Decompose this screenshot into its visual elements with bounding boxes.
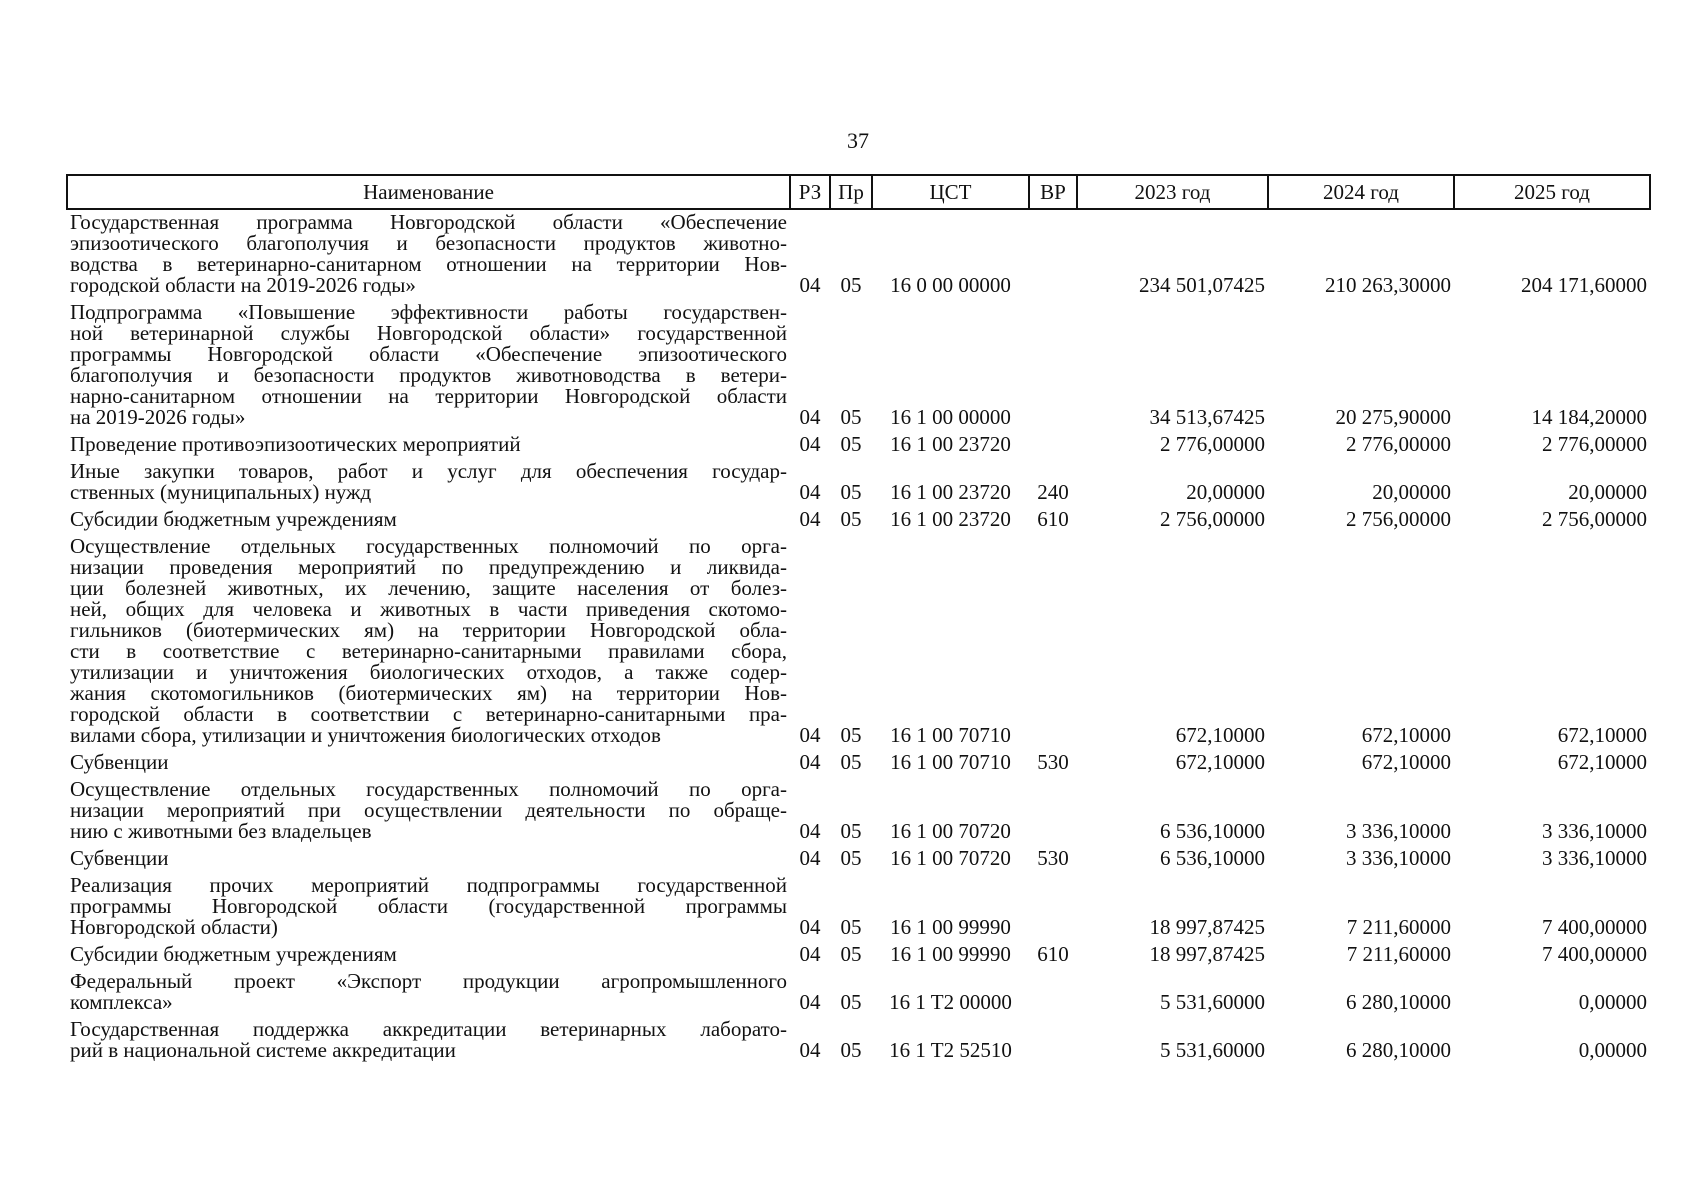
cell-2025: 672,10000 — [1557, 750, 1647, 774]
name-line: Реализация прочих мероприятий подпрограммы государственной — [70, 873, 787, 897]
cell-pr: 05 — [840, 723, 862, 747]
cell-2023: 6 536,10000 — [1160, 846, 1265, 870]
name-line: Государственная поддержка аккредитации ветеринарных лаборато- — [70, 1017, 787, 1041]
table-row — [67, 942, 1650, 969]
table-row — [67, 209, 1650, 300]
cell-pr: 05 — [840, 432, 862, 456]
cell-vr — [1029, 432, 1077, 459]
name-line: Субвенции — [70, 846, 169, 870]
cell-name — [67, 969, 790, 1017]
cell-cst: 16 1 T2 52510 — [889, 1038, 1012, 1062]
cell-2024: 2 756,00000 — [1346, 507, 1451, 531]
cell-cst: 16 0 00 00000 — [890, 273, 1011, 297]
name-line: Государственная программа Новгородской области «Обеспечение — [70, 210, 787, 234]
cell-name — [67, 534, 790, 750]
cell-name — [67, 432, 790, 459]
name-line: эпизоотического благополучия и безопасности продуктов животно- — [70, 231, 787, 255]
header-cst: ЦСТ — [872, 175, 1029, 209]
cell-rz: 04 — [799, 915, 821, 939]
cell-rz: 04 — [799, 432, 821, 456]
table-row — [67, 1017, 1650, 1065]
name-line: на 2019-2026 годы» — [70, 405, 246, 429]
cell-pr: 05 — [840, 990, 862, 1014]
cell-2025: 0,00000 — [1578, 990, 1647, 1014]
header-2023: 2023 год — [1077, 175, 1268, 209]
name-line: рий в национальной системе аккредитации — [70, 1038, 456, 1062]
name-line: Федеральный проект «Экспорт продукции агропромышленного — [70, 969, 787, 993]
cell-2024: 3 336,10000 — [1346, 819, 1451, 843]
cell-vr: 610 — [1037, 942, 1069, 966]
cell-2023: 5 531,60000 — [1160, 990, 1265, 1014]
name-line: вилами сбора, утилизации и уничтожения биологических отходов — [70, 723, 661, 747]
name-line: низации мероприятий при осуществлении деятельности по обраще- — [70, 798, 787, 822]
cell-name — [67, 846, 790, 873]
cell-name — [67, 942, 790, 969]
cell-pr: 05 — [840, 846, 862, 870]
cell-2025: 0,00000 — [1578, 1038, 1647, 1062]
cell-2023: 672,10000 — [1175, 723, 1265, 747]
cell-2024: 7 211,60000 — [1346, 915, 1451, 939]
cell-pr: 05 — [840, 915, 862, 939]
name-line: Новгородской области) — [70, 915, 278, 939]
name-line: Подпрограмма «Повышение эффективности работы государствен- — [70, 300, 787, 324]
cell-pr: 05 — [840, 1038, 862, 1062]
cell-rz: 04 — [799, 942, 821, 966]
cell-name — [67, 873, 790, 942]
cell-2023: 2 756,00000 — [1160, 507, 1265, 531]
name-line: сти в соответствие с ветеринарно-санитарными правилами сбора, — [70, 639, 787, 663]
cell-name — [67, 1017, 790, 1065]
cell-2024: 20,00000 — [1372, 480, 1451, 504]
cell-vr — [1029, 300, 1077, 432]
name-line: Субсидии бюджетным учреждениям — [70, 507, 397, 531]
cell-name — [67, 300, 790, 432]
table-row — [67, 777, 1650, 846]
table-row — [67, 300, 1650, 432]
cell-name — [67, 459, 790, 507]
budget-table — [66, 174, 1651, 1065]
cell-2023: 234 501,07425 — [1139, 273, 1265, 297]
table-body — [67, 209, 1650, 1065]
cell-vr: 240 — [1037, 480, 1069, 504]
cell-2024: 210 263,30000 — [1325, 273, 1451, 297]
table-row — [67, 534, 1650, 750]
header-rz: РЗ — [790, 175, 830, 209]
cell-rz: 04 — [799, 1038, 821, 1062]
cell-cst: 16 1 00 70710 — [890, 723, 1011, 747]
cell-vr: 530 — [1037, 846, 1069, 870]
cell-vr: 610 — [1037, 507, 1069, 531]
cell-2024: 672,10000 — [1361, 723, 1451, 747]
name-line: ной ветеринарной службы Новгородской области» государственной — [70, 321, 787, 345]
name-line: водства в ветеринарно-санитарном отношении на территории Нов- — [70, 252, 787, 276]
name-line: Осуществление отдельных государственных полномочий по орга- — [70, 777, 787, 801]
name-line: комплекса» — [70, 990, 173, 1014]
cell-vr: 530 — [1037, 750, 1069, 774]
table-header — [67, 175, 1650, 209]
table-row — [67, 750, 1650, 777]
header-2024: 2024 год — [1268, 175, 1454, 209]
cell-2025: 14 184,20000 — [1531, 405, 1647, 429]
cell-2025: 3 336,10000 — [1542, 846, 1647, 870]
name-line: Субвенции — [70, 750, 169, 774]
name-line: гильников (биотермических ям) на территории Новгородской обла- — [70, 618, 787, 642]
cell-2025: 7 400,00000 — [1542, 915, 1647, 939]
table-row — [67, 846, 1650, 873]
cell-vr — [1029, 534, 1077, 750]
name-line: Иные закупки товаров, работ и услуг для обеспечения государ- — [70, 459, 787, 483]
cell-cst: 16 1 00 70720 — [890, 819, 1011, 843]
name-line: ственных (муниципальных) нужд — [70, 480, 372, 504]
cell-rz: 04 — [799, 507, 821, 531]
cell-2025: 7 400,00000 — [1542, 942, 1647, 966]
name-line: ней, общих для человека и животных в части приведения скотомо- — [70, 597, 787, 621]
name-line: программы Новгородской области «Обеспечение эпизоотического — [70, 342, 787, 366]
cell-cst: 16 1 00 70710 — [890, 750, 1011, 774]
cell-name — [67, 777, 790, 846]
header-2025: 2025 год — [1454, 175, 1650, 209]
cell-rz: 04 — [799, 480, 821, 504]
cell-pr: 05 — [840, 750, 862, 774]
cell-rz: 04 — [799, 819, 821, 843]
name-line: городской области в соответствии с ветеринарно-санитарными пра- — [70, 702, 787, 726]
page-number: 37 — [847, 128, 869, 153]
name-line: ции болезней животных, их лечению, защите населения от болез- — [70, 576, 787, 600]
cell-name — [67, 750, 790, 777]
cell-name — [67, 209, 790, 300]
name-line: жания скотомогильников (биотермических ям) на территории Нов- — [70, 681, 787, 705]
cell-rz: 04 — [799, 723, 821, 747]
cell-2023: 20,00000 — [1186, 480, 1265, 504]
cell-vr — [1029, 873, 1077, 942]
cell-vr — [1029, 777, 1077, 846]
cell-cst: 16 1 00 00000 — [890, 405, 1011, 429]
cell-2024: 20 275,90000 — [1335, 405, 1451, 429]
cell-2024: 6 280,10000 — [1346, 1038, 1451, 1062]
cell-2025: 20,00000 — [1568, 480, 1647, 504]
cell-pr: 05 — [840, 480, 862, 504]
cell-vr — [1029, 209, 1077, 300]
cell-rz: 04 — [799, 750, 821, 774]
cell-cst: 16 1 00 23720 — [890, 480, 1011, 504]
cell-2023: 2 776,00000 — [1160, 432, 1265, 456]
name-line: утилизации и уничтожения биологических отходов, а также содер- — [70, 660, 787, 684]
cell-2023: 18 997,87425 — [1149, 942, 1265, 966]
name-line: Субсидии бюджетным учреждениям — [70, 942, 397, 966]
name-line: Проведение противоэпизоотических мероприятий — [70, 432, 521, 456]
cell-pr: 05 — [840, 942, 862, 966]
cell-2023: 672,10000 — [1175, 750, 1265, 774]
cell-rz: 04 — [799, 846, 821, 870]
table-row — [67, 432, 1650, 459]
cell-2023: 5 531,60000 — [1160, 1038, 1265, 1062]
cell-cst: 16 1 00 99990 — [890, 915, 1011, 939]
name-line: городской области на 2019-2026 годы» — [70, 273, 416, 297]
cell-pr: 05 — [840, 405, 862, 429]
name-line: низации проведения мероприятий по предупреждению и ликвида- — [70, 555, 787, 579]
cell-2024: 2 776,00000 — [1346, 432, 1451, 456]
cell-2023: 6 536,10000 — [1160, 819, 1265, 843]
name-line: нию с животными без владельцев — [70, 819, 372, 843]
cell-2024: 672,10000 — [1361, 750, 1451, 774]
cell-2023: 18 997,87425 — [1149, 915, 1265, 939]
cell-pr: 05 — [840, 273, 862, 297]
cell-vr — [1029, 1017, 1077, 1065]
header-vr: ВР — [1029, 175, 1077, 209]
cell-cst: 16 1 00 70720 — [890, 846, 1011, 870]
cell-cst: 16 1 00 23720 — [890, 507, 1011, 531]
name-line: программы Новгородской области (государственной программы — [70, 894, 787, 918]
cell-2025: 2 756,00000 — [1542, 507, 1647, 531]
header-name: Наименование — [67, 175, 790, 209]
cell-rz: 04 — [799, 405, 821, 429]
name-line: нарно-санитарном отношении на территории Новгородской области — [70, 384, 787, 408]
cell-vr — [1029, 969, 1077, 1017]
cell-rz: 04 — [799, 990, 821, 1014]
name-line: благополучия и безопасности продуктов животноводства в ветери- — [70, 363, 787, 387]
cell-cst: 16 1 00 23720 — [890, 432, 1011, 456]
cell-cst: 16 1 00 99990 — [890, 942, 1011, 966]
cell-2024: 3 336,10000 — [1346, 846, 1451, 870]
table-row — [67, 507, 1650, 534]
cell-2023: 34 513,67425 — [1149, 405, 1265, 429]
cell-cst: 16 1 T2 00000 — [889, 990, 1012, 1014]
cell-2024: 6 280,10000 — [1346, 990, 1451, 1014]
cell-2025: 2 776,00000 — [1542, 432, 1647, 456]
cell-2025: 3 336,10000 — [1542, 819, 1647, 843]
cell-2025: 204 171,60000 — [1521, 273, 1647, 297]
table-row — [67, 969, 1650, 1017]
cell-name — [67, 507, 790, 534]
cell-2025: 672,10000 — [1557, 723, 1647, 747]
cell-pr: 05 — [840, 507, 862, 531]
header-row — [67, 175, 1650, 209]
cell-rz: 04 — [799, 273, 821, 297]
header-pr: Пр — [830, 175, 872, 209]
cell-2024: 7 211,60000 — [1346, 942, 1451, 966]
table-row — [67, 459, 1650, 507]
name-line: Осуществление отдельных государственных полномочий по орга- — [70, 534, 787, 558]
table-row — [67, 873, 1650, 942]
cell-pr: 05 — [840, 819, 862, 843]
